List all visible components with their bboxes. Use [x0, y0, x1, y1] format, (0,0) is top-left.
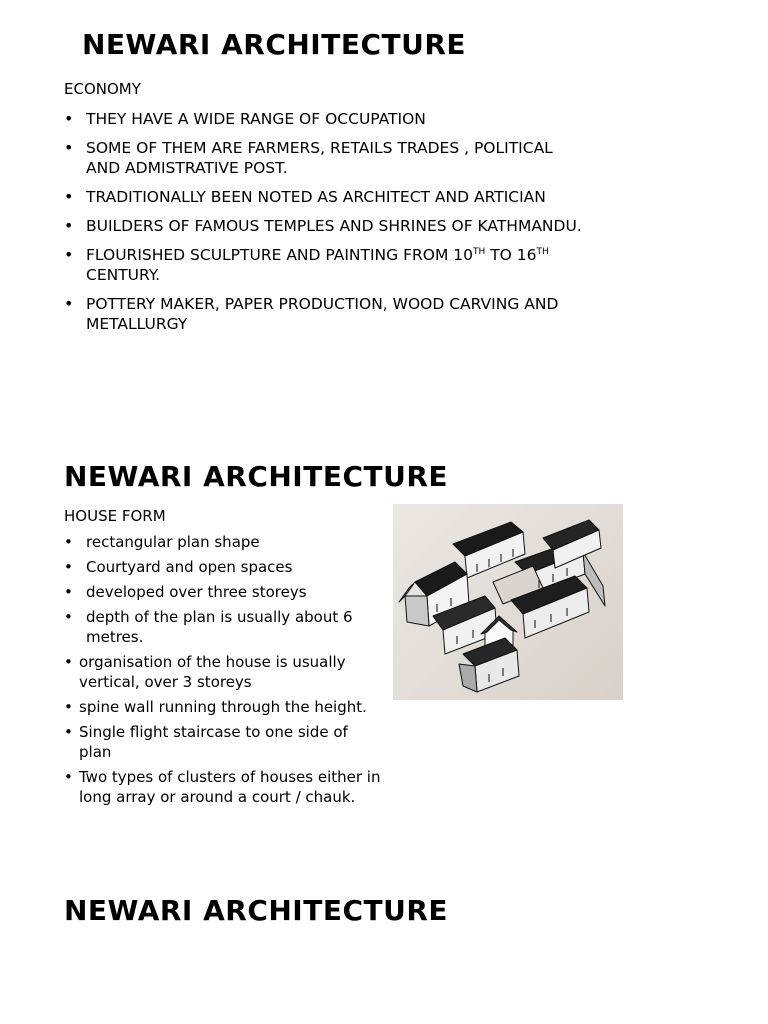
list-item: • BUILDERS OF FAMOUS TEMPLES AND SHRINES OF KATHMANDU. [64, 216, 584, 236]
slide2-title: NEWARI ARCHITECTURE [64, 460, 449, 493]
slide1-subtitle: ECONOMY [64, 80, 141, 98]
list-item: • TRADITIONALLY BEEN NOTED AS ARCHITECT AND ARTICIAN [64, 187, 584, 207]
house-cluster-drawing [393, 504, 623, 700]
list-item: • rectangular plan shape [64, 532, 384, 552]
slide2-subtitle: HOUSE FORM [64, 507, 166, 525]
list-item [64, 245, 584, 285]
superscript-th: TH [536, 247, 549, 257]
list-item: • Two types of clusters of houses either in long array or around a court / chauk. [64, 767, 384, 807]
list-item: • SOME OF THEM ARE FARMERS, RETAILS TRADES , POLITICAL AND ADMISTRATIVE POST. [64, 138, 584, 178]
item-text-part: TO 16 [485, 246, 537, 264]
list-item: • spine wall running through the height. [64, 697, 384, 717]
slide3-title: NEWARI ARCHITECTURE [64, 894, 449, 927]
list-item: • developed over three storeys [64, 582, 384, 602]
item-text-part: FLOURISHED SCULPTURE AND PAINTING FROM 10 [86, 246, 473, 264]
slide1-title: NEWARI ARCHITECTURE [82, 28, 467, 61]
house-cluster-image [393, 504, 623, 700]
list-item: • organisation of the house is usually vertical, over 3 storeys [64, 652, 384, 692]
item-text-part: CENTURY. [86, 266, 161, 284]
list-item: • Single flight staircase to one side of plan [64, 722, 384, 762]
superscript-th: TH [473, 247, 486, 257]
list-item: • Courtyard and open spaces [64, 557, 384, 577]
list-item: • THEY HAVE A WIDE RANGE OF OCCUPATION [64, 109, 584, 129]
slide1-bullet-list [64, 109, 584, 334]
list-item: • POTTERY MAKER, PAPER PRODUCTION, WOOD CARVING AND METALLURGY [64, 294, 584, 334]
slide2-bullet-list [64, 532, 384, 807]
list-item: • depth of the plan is usually about 6 metres. [64, 607, 384, 647]
